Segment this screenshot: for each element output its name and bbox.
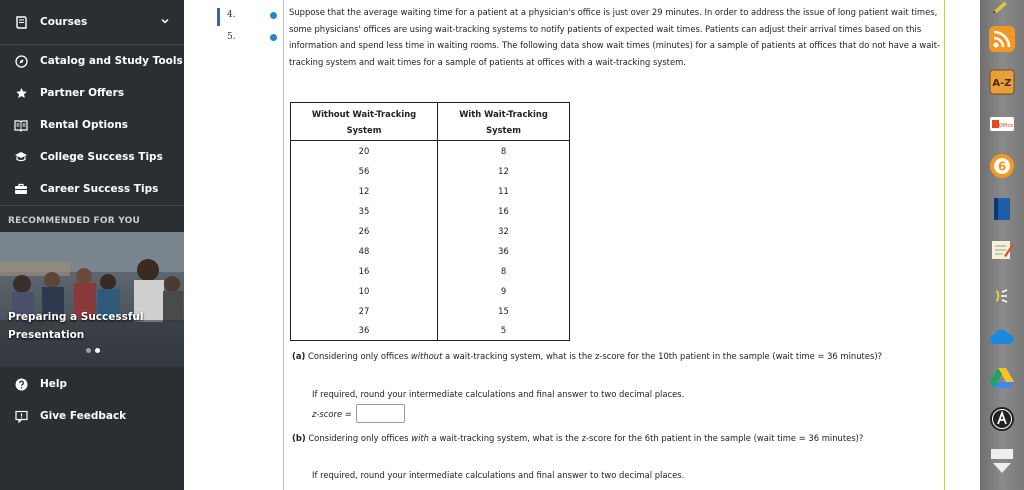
briefcase-icon bbox=[14, 182, 28, 196]
table-cell: 15 bbox=[438, 301, 570, 321]
question-number: 4. bbox=[227, 10, 236, 20]
pencil-icon[interactable] bbox=[988, 0, 1016, 14]
carousel-dot-active[interactable] bbox=[95, 348, 100, 353]
part-a-emphasis: without bbox=[410, 351, 443, 361]
question-nav bbox=[217, 6, 283, 46]
table-cell: 10 bbox=[291, 281, 438, 301]
sidebar-item-feedback[interactable] bbox=[0, 400, 184, 432]
question-status-dot bbox=[270, 34, 277, 41]
table-cell: 20 bbox=[291, 141, 438, 161]
star-icon bbox=[14, 86, 28, 100]
table-cell: 16 bbox=[291, 261, 438, 281]
part-b-emphasis: with bbox=[411, 433, 429, 443]
part-label: (b) bbox=[292, 433, 306, 443]
table-row bbox=[291, 301, 570, 321]
recommended-heading: RECOMMENDED FOR YOU bbox=[8, 216, 140, 226]
part-label: (a) bbox=[292, 351, 306, 361]
table-cell: 48 bbox=[291, 241, 438, 261]
wifi-sound-icon[interactable] bbox=[988, 282, 1016, 310]
table-cell: 8 bbox=[438, 141, 570, 161]
table-cell: 36 bbox=[291, 321, 438, 341]
sidebar-item-rental-options[interactable] bbox=[0, 109, 184, 141]
svg-text:Office: Office bbox=[998, 123, 1014, 129]
table-body bbox=[291, 141, 570, 341]
sidebar-item-college-success[interactable] bbox=[0, 141, 184, 173]
question-nav-item[interactable] bbox=[217, 6, 283, 24]
sidebar-item-label: Partner Offers bbox=[40, 87, 125, 99]
scroll-down-icon[interactable] bbox=[988, 448, 1016, 476]
table-cell: 12 bbox=[291, 181, 438, 201]
sidebar-item-label: Career Success Tips bbox=[40, 183, 159, 195]
feedback-icon bbox=[14, 409, 28, 423]
table-row bbox=[291, 261, 570, 281]
part-b-instruction: If required, round your intermediate calculations and final answer to two decimal places. bbox=[312, 470, 685, 480]
sidebar-item-label: Help bbox=[40, 378, 68, 390]
compass-icon bbox=[14, 54, 28, 68]
part-b bbox=[292, 430, 932, 447]
question-nav-item[interactable] bbox=[217, 28, 283, 46]
help-icon bbox=[14, 377, 28, 391]
table-cell: 16 bbox=[438, 201, 570, 221]
part-b-text-pre: Considering only offices bbox=[308, 433, 412, 443]
part-a-answer-row bbox=[312, 404, 405, 423]
sidebar-item-career-success[interactable] bbox=[0, 173, 184, 205]
table-row bbox=[291, 201, 570, 221]
sidebar-item-help[interactable] bbox=[0, 368, 184, 400]
sidebar-item-label: Give Feedback bbox=[40, 410, 127, 422]
part-a bbox=[292, 348, 932, 365]
table-cell: 11 bbox=[438, 181, 570, 201]
sidebar-item-label: Rental Options bbox=[40, 119, 129, 131]
z-score-label: z-score = bbox=[312, 408, 352, 419]
part-a-instruction: If required, round your intermediate calculations and final answer to two decimal places. bbox=[312, 389, 685, 399]
active-indicator bbox=[217, 8, 220, 26]
open-book-icon bbox=[14, 118, 28, 132]
table-cell: 12 bbox=[438, 161, 570, 181]
table-row bbox=[291, 321, 570, 341]
table-cell: 26 bbox=[291, 221, 438, 241]
cloud-icon[interactable] bbox=[988, 322, 1016, 350]
google-drive-icon[interactable] bbox=[988, 364, 1016, 392]
book-icon bbox=[14, 15, 28, 29]
question-number: 5. bbox=[227, 32, 236, 42]
carousel-dots[interactable] bbox=[86, 348, 100, 353]
table-row bbox=[291, 221, 570, 241]
audience-photo bbox=[0, 232, 184, 367]
table-cell: 8 bbox=[438, 261, 570, 281]
svg-text:A-Z: A-Z bbox=[992, 78, 1012, 89]
table-row bbox=[291, 281, 570, 301]
notes-icon[interactable] bbox=[988, 236, 1016, 264]
part-a-text-pre: Considering only offices bbox=[307, 351, 411, 361]
office-icon[interactable] bbox=[988, 110, 1016, 138]
az-dictionary-icon[interactable] bbox=[988, 68, 1016, 96]
sidebar-item-label: Catalog and Study Tools bbox=[40, 55, 183, 67]
part-a-text-post: a wait-tracking system, what is the z-score for the 10th patient in the sample (wait time = 36 minutes)? bbox=[442, 351, 883, 361]
table-row bbox=[291, 241, 570, 261]
svg-text:6: 6 bbox=[997, 159, 1007, 174]
sidebar-item-label: Courses bbox=[40, 16, 88, 28]
promo-card[interactable] bbox=[0, 232, 184, 367]
sidebar-item-catalog[interactable] bbox=[0, 45, 184, 77]
question-intro: Suppose that the average waiting time for a patient at a physician's office is just over 29 minutes. In order to address the issue of long patient wait times, some physicians' offices are using wait-tracking systems to notify patients of expected wait times. Patients can adjust their arrival times based on this information and spend less time in waiting rooms. The following data show wait times (minutes) for a sample of patients at offices that do not have a wait-tracking system and wait times for a sample of patients at offices with a wait-tracking system. bbox=[289, 7, 941, 67]
table-header: Without Wait-Tracking System bbox=[291, 103, 438, 141]
table-cell: 36 bbox=[438, 241, 570, 261]
table-cell: 56 bbox=[291, 161, 438, 181]
sidebar-item-courses[interactable] bbox=[0, 0, 184, 44]
table-cell: 9 bbox=[438, 281, 570, 301]
promo-title: Preparing a Successful Presentation bbox=[8, 311, 144, 341]
wait-time-table bbox=[290, 102, 570, 341]
table-cell: 5 bbox=[438, 321, 570, 341]
z-score-input[interactable] bbox=[356, 404, 405, 423]
sidebar bbox=[0, 0, 184, 490]
sidebar-item-label: College Success Tips bbox=[40, 151, 163, 163]
table-row bbox=[291, 181, 570, 201]
graduation-cap-icon bbox=[14, 150, 28, 164]
app-dock bbox=[980, 0, 1024, 490]
table-row bbox=[291, 161, 570, 181]
chevron-down-icon[interactable] bbox=[160, 16, 170, 29]
acrobat-icon[interactable] bbox=[988, 405, 1016, 433]
table-cell: 35 bbox=[291, 201, 438, 221]
part-b-text-post: a wait-tracking system, what is the z-score for the 6th patient in the sample (wait time = 36 minutes)? bbox=[429, 433, 864, 443]
rss-icon[interactable] bbox=[988, 25, 1016, 53]
sidebar-bottom bbox=[0, 367, 184, 432]
table-cell: 27 bbox=[291, 301, 438, 321]
book-icon[interactable] bbox=[988, 195, 1016, 223]
table-row bbox=[291, 141, 570, 161]
carousel-dot[interactable] bbox=[86, 348, 91, 353]
six-badge-icon[interactable] bbox=[988, 152, 1016, 180]
question-status-dot bbox=[270, 12, 277, 19]
sidebar-item-partner-offers[interactable] bbox=[0, 77, 184, 109]
table-cell: 32 bbox=[438, 221, 570, 241]
table-header: With Wait-Tracking System bbox=[438, 103, 570, 141]
